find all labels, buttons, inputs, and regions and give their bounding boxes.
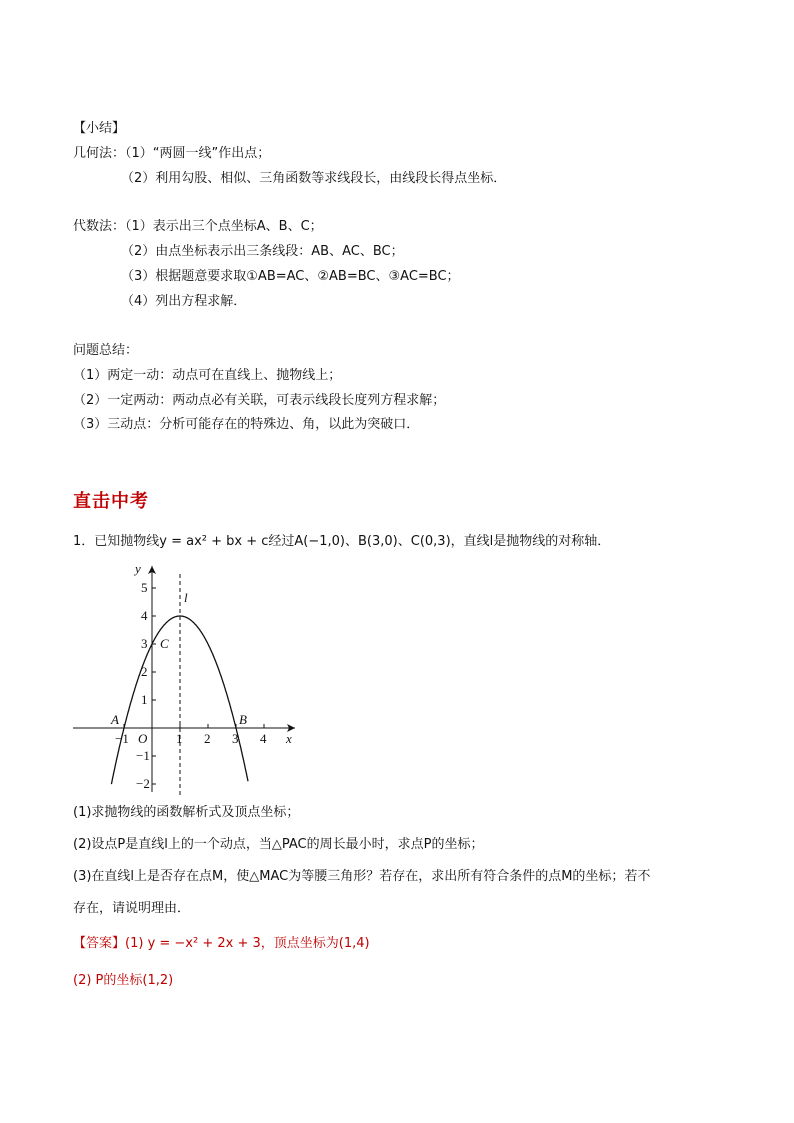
x-tick-label-4: 4 <box>260 731 267 746</box>
algebraic-method <box>73 218 323 236</box>
algebraic-item-1: （1）表示出三个点坐标A、B、C； <box>125 219 323 234</box>
problem-summary-item-3: （3）三动点：分析可能存在的特殊边、角，以此为突破口． <box>73 417 420 432</box>
answer-1-line <box>73 935 370 953</box>
geometric-label: 几何法： <box>73 146 126 161</box>
y-tick-label-neg1: −1 <box>136 748 150 763</box>
x-tick-label-neg1: −1 <box>115 731 129 746</box>
answer-2: (2) P的坐标(1,2) <box>73 973 174 988</box>
x-axis-label: x <box>286 731 292 746</box>
y-tick-label-4: 4 <box>141 608 148 623</box>
question-1: (1)求抛物线的函数解析式及顶点坐标； <box>73 805 300 820</box>
question-3-line-2: 存在，请说明理由． <box>73 901 191 916</box>
problem-summary-item-1: （1）两定一动：动点可在直线上、抛物线上； <box>73 368 342 383</box>
question-2: (2)设点P是直线l上的一个动点，当△PAC的周长最小时，求点P的坐标； <box>73 837 484 852</box>
y-tick-label-2: 2 <box>141 664 148 679</box>
problem-statement: 1．已知抛物线y = ax² + bx + c经过A(−1,0)、B(3,0)、C(0,3)，直线l是抛物线的对称轴． <box>73 534 611 549</box>
y-tick-label-neg2: −2 <box>136 776 150 791</box>
geometric-item-1: （1）“两圆一线”作出点； <box>125 146 271 161</box>
problem-summary-item-2: （2）一定两动：两动点必有关联，可表示线段长度列方程求解； <box>73 393 446 408</box>
x-tick-label-2: 2 <box>204 731 211 746</box>
axis-of-symmetry-label: l <box>184 590 188 605</box>
point-label-A: A <box>111 712 119 727</box>
point-label-C: C <box>160 636 169 651</box>
answer-label: 【答案】 <box>73 936 126 951</box>
point-label-B: B <box>239 712 247 727</box>
section-heading: 直击中考 <box>73 491 149 512</box>
x-tick-label-3: 3 <box>232 731 239 746</box>
answer-1: (1) y = −x² + 2x + 3，顶点坐标为(1,4) <box>125 936 370 951</box>
algebraic-item-2: （2）由点坐标表示出三条线段：AB、AC、BC； <box>121 244 404 259</box>
algebraic-item-4: （4）列出方程求解． <box>121 294 247 309</box>
chart-labels <box>110 561 292 746</box>
x-tick-label-1: 1 <box>176 731 183 746</box>
geometric-method <box>73 145 270 163</box>
geometric-item-2: （2）利用勾股、相似、三角函数等求线段长，由线段长得点坐标． <box>121 171 507 186</box>
parabola-chart <box>70 560 305 795</box>
summary-title: 【小结】 <box>73 121 126 136</box>
chart-ticks <box>115 580 267 791</box>
algebraic-item-3: （3）根据题意要求取①AB=AC、②AB=BC、③AC=BC； <box>121 269 460 284</box>
y-tick-label-1: 1 <box>141 692 148 707</box>
chart-curve-group <box>111 574 248 795</box>
problem-summary-title: 问题总结： <box>73 343 139 358</box>
y-tick-label-3: 3 <box>141 636 148 651</box>
y-axis-label: y <box>135 561 141 576</box>
algebraic-label: 代数法： <box>73 219 126 234</box>
origin-label: O <box>138 731 148 746</box>
y-tick-label-5: 5 <box>141 580 148 595</box>
question-3-line-1: (3)在直线l上是否存在点M，使△MAC为等腰三角形？若存在，求出所有符合条件的点M的坐标；若不 <box>73 869 651 884</box>
